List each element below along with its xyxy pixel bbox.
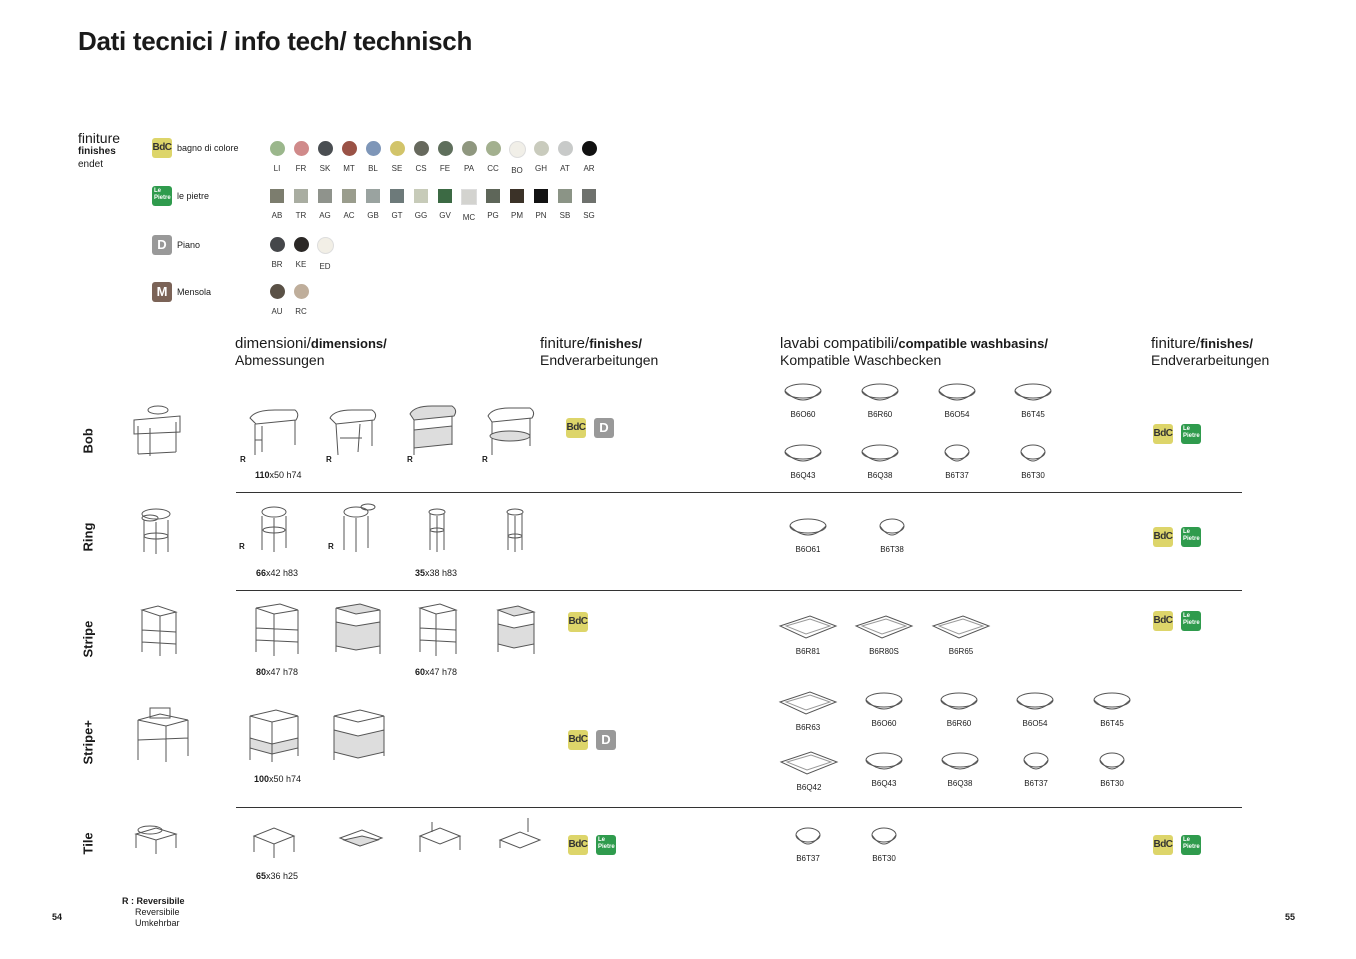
legend-line-2: Reversibile [135, 907, 180, 917]
reversible-legend [122, 896, 185, 929]
washbasin-drawing [928, 748, 992, 778]
washbasin-drawing [852, 823, 916, 853]
swatch-code: LI [273, 164, 281, 173]
legend-line-3: Umkehrbar [135, 918, 180, 928]
le-pietre-badge: Le Pietre [1181, 835, 1201, 855]
finishes-label-en: finishes [78, 146, 116, 157]
washbasin-drawing [771, 379, 835, 409]
swatch-code: AT [560, 164, 570, 173]
washbasin-drawing [860, 514, 924, 544]
bdc-badge: BdC [1153, 424, 1173, 444]
swatch-code: KE [295, 260, 307, 269]
reversible-marker: R [326, 455, 332, 464]
swatch-code: PA [463, 164, 475, 173]
washbasin-drawing [1001, 379, 1065, 409]
swatch-code: GH [535, 164, 547, 173]
dimension-label: 65x36 h25 [256, 871, 299, 881]
bob-hero-drawing [134, 406, 180, 456]
washbasin-code: B6Q43 [871, 779, 897, 788]
washbasin-drawing [1080, 688, 1144, 718]
legend-key: R : Reversibile [122, 896, 185, 906]
category-name: bagno di colore [177, 143, 239, 153]
bdc-badge: BdC [568, 835, 588, 855]
swatch-code: AC [343, 211, 355, 220]
washbasin-drawing [1080, 748, 1144, 778]
swatch-code: AU [271, 307, 283, 316]
swatch-code: GG [414, 211, 428, 220]
swatch-code: FE [439, 164, 451, 173]
swatch-code: GV [439, 211, 451, 220]
page-number-right: 55 [1285, 912, 1296, 922]
dimension-label: 66x42 h83 [256, 568, 299, 578]
washbasin-drawing [848, 379, 912, 409]
washbasin-drawing [848, 440, 912, 470]
swatch-code: AR [583, 164, 595, 173]
swatch-code: FR [295, 164, 307, 173]
washbasin-code: B6Q38 [947, 779, 973, 788]
washbasin-drawing [776, 688, 840, 718]
bob-variant-drawings [250, 406, 534, 455]
page-number-left: 54 [52, 912, 63, 922]
washbasin-drawing [925, 440, 989, 470]
washbasin-code: B6T30 [872, 854, 896, 863]
washbasin-drawing [927, 688, 991, 718]
header-washbasins: lavabi compatibili/compatible washbasins/ Kompatible Waschbecken [780, 335, 1048, 368]
swatch-code: AB [271, 211, 283, 220]
washbasin-drawing [1001, 440, 1065, 470]
reversible-marker: R [407, 455, 413, 464]
header-finishes: finiture/finishes/ Endverarbeitungen [540, 335, 659, 368]
reversible-marker: R [240, 455, 246, 464]
washbasin-code: B6T37 [945, 471, 969, 480]
washbasin-code: B6Q38 [867, 471, 893, 480]
swatch-code: BL [368, 164, 378, 173]
bdc-badge: BdC [566, 418, 586, 438]
stripe-variant-drawings [256, 604, 534, 656]
washbasin-code: B6O60 [790, 410, 816, 419]
washbasin-drawing [776, 514, 840, 544]
finishes-label-it: finiture [78, 130, 121, 146]
swatch-code: SB [559, 211, 571, 220]
washbasin-code: B6T45 [1021, 410, 1045, 419]
le-pietre-badge: Le Pietre [152, 186, 172, 206]
washbasin-code: B6R80S [869, 647, 899, 656]
bdc-badge: BdC [1153, 611, 1173, 631]
stripe-plus-finish-badges [568, 730, 616, 750]
washbasin-code: B6O61 [795, 545, 821, 554]
d-badge: D [594, 418, 614, 438]
swatch-code: TR [295, 211, 307, 220]
bdc-badge: BdC [568, 730, 588, 750]
tile-finish-badges [568, 835, 616, 855]
washbasin-code: B6R63 [795, 723, 821, 732]
reversible-marker: R [482, 455, 488, 464]
ring-hero-drawing [142, 509, 170, 554]
category-name: Mensola [177, 287, 212, 297]
washbasin-drawing [929, 612, 993, 642]
row-name-stripe-plus: Stripe+ [80, 720, 96, 765]
m-badge: M [152, 282, 172, 302]
swatch-code: GB [367, 211, 379, 220]
washbasin-code: B6O54 [1022, 719, 1048, 728]
washbasin-code: B6R60 [867, 410, 893, 419]
stripe-plus-variant-drawings [250, 710, 384, 762]
ring-variant-drawings [262, 504, 523, 552]
bdc-badge: BdC [1153, 527, 1173, 547]
washbasin-code: B6R81 [795, 647, 821, 656]
stripe-finish-badges [568, 612, 588, 632]
swatch-code: GT [391, 211, 403, 220]
washbasin-code: B6R65 [948, 647, 974, 656]
swatch-code: PG [487, 211, 499, 220]
row-name-tile: Tile [80, 832, 96, 855]
washbasin-drawing [1004, 748, 1068, 778]
dimension-label: 60x47 h78 [415, 667, 458, 677]
dimension-label: 35x38 h83 [415, 568, 458, 578]
washbasin-code: B6T38 [880, 545, 904, 554]
le-pietre-badge: Le Pietre [596, 835, 616, 855]
washbasin-code: B6R60 [946, 719, 972, 728]
swatch-code: SG [583, 211, 595, 220]
washbasin-drawing [925, 379, 989, 409]
bob-washbasin-finish-badges [1153, 424, 1201, 444]
swatch-code: PN [535, 211, 547, 220]
swatch-code: SE [391, 164, 403, 173]
d-badge: D [596, 730, 616, 750]
swatch-code: BR [271, 260, 283, 269]
category-name: le pietre [177, 191, 210, 201]
washbasin-drawing [1003, 688, 1067, 718]
reversible-marker: R [328, 542, 334, 551]
swatch-code: PM [511, 211, 523, 220]
row-name-ring: Ring [80, 522, 96, 552]
stripe-hero-drawing [142, 606, 176, 656]
swatch-code: SK [319, 164, 331, 173]
tile-hero-drawing [136, 826, 176, 854]
bob-finish-badges [566, 418, 614, 438]
stripe-plus-hero-drawing [138, 708, 188, 762]
washbasin-drawing [776, 823, 840, 853]
finishes-label-de: endet [78, 159, 104, 170]
bdc-badge: BdC [568, 612, 588, 632]
category-name: Piano [177, 240, 201, 250]
swatch-code: CC [487, 164, 499, 173]
reversible-marker: R [239, 542, 245, 551]
washbasin-drawing [777, 748, 841, 778]
le-pietre-badge: Le Pietre [1181, 611, 1201, 631]
swatch-code: MC [462, 213, 476, 222]
washbasin-code: B6O54 [944, 410, 970, 419]
swatch-code: RC [295, 307, 307, 316]
tile-variant-drawings [254, 818, 540, 858]
tile-washbasin-finish-badges [1153, 835, 1201, 855]
washbasin-code: B6O60 [871, 719, 897, 728]
washbasin-code: B6T37 [1024, 779, 1048, 788]
dimension-label: 80x47 h78 [256, 667, 299, 677]
washbasin-drawing [852, 748, 916, 778]
washbasin-code: B6Q43 [790, 471, 816, 480]
swatch-code: ED [319, 262, 331, 271]
washbasin-drawing [771, 440, 835, 470]
washbasin-drawing [852, 688, 916, 718]
washbasin-code: B6T45 [1100, 719, 1124, 728]
bdc-badge: BdC [152, 138, 172, 158]
header-finishes-2: finiture/finishes/ Endverarbeitungen [1151, 335, 1270, 368]
washbasin-drawing [852, 612, 916, 642]
le-pietre-badge: Le Pietre [1181, 424, 1201, 444]
row-name-stripe: Stripe [80, 620, 96, 658]
dimension-label: 110x50 h74 [255, 470, 302, 480]
swatch-code: CS [415, 164, 427, 173]
washbasin-code: B6T30 [1021, 471, 1045, 480]
washbasin-code: B6Q42 [796, 783, 822, 792]
stripe-washbasin-finish-badges [1153, 611, 1201, 631]
ring-washbasin-finish-badges [1153, 527, 1201, 547]
row-name-bob: Bob [80, 428, 96, 454]
washbasin-code: B6T37 [796, 854, 820, 863]
swatch-code: MT [343, 164, 355, 173]
le-pietre-badge: Le Pietre [1181, 527, 1201, 547]
header-dimensions: dimensioni/dimensions/ Abmessungen [235, 335, 387, 368]
swatch-code: AG [319, 211, 331, 220]
dimension-label: 100x50 h74 [254, 774, 302, 784]
washbasin-code: B6T30 [1100, 779, 1124, 788]
bdc-badge: BdC [1153, 835, 1173, 855]
d-badge: D [152, 235, 172, 255]
swatch-code: BO [511, 166, 523, 175]
page-title: Dati tecnici / info tech/ technisch [78, 26, 473, 56]
washbasin-drawing [776, 612, 840, 642]
